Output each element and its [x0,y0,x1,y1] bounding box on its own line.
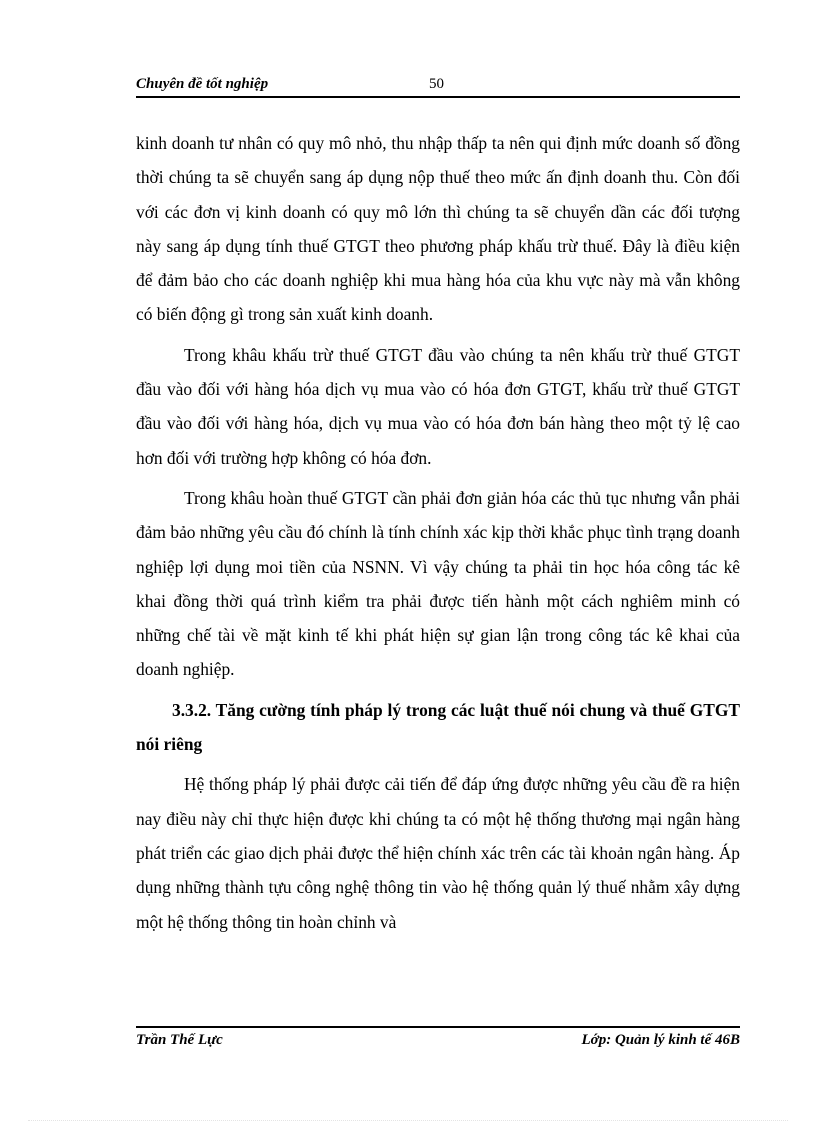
paragraph-vat-refund: Trong khâu hoàn thuế GTGT cần phải đơn giản hóa các thủ tục nhưng vẫn phải đảm bảo những yêu cầu đó chính là tính chính xác kịp thời khắc phục tình trạng doanh nghiệp lợi dụng moi tiền của NSNN. Vì vậy chúng ta phải tin học hóa công tác kê khai đồng thời quá trình kiểm tra phải được tiến hành một cách nghiêm minh có những chế tài về mặt kinh tế khi phát hiện sự gian lận trong công tác kê khai của doanh nghiệp. [136,487,740,680]
page-header [136,76,740,98]
paragraph-input-vat-deduction: Trong khâu khấu trừ thuế GTGT đầu vào chúng ta nên khấu trừ thuế GTGT đầu vào đối với hàng hóa dịch vụ mua vào có hóa đơn GTGT, khấu trừ thuế GTGT đầu vào đối với hàng hóa, dịch vụ mua vào có hóa đơn bán hàng theo một tỷ lệ cao hơn đối với trường hợp không có hóa đơn. [136,344,740,468]
header-title: Chuyên đề tốt nghiệp [136,76,269,92]
section-heading: 3.3.2. Tăng cường tính pháp lý trong các luật thuế nói chung và thuế GTGT nói riêng [136,699,740,755]
body-text [136,126,740,939]
page-footer [136,1026,740,1052]
paragraph-continued: kinh doanh tư nhân có quy mô nhỏ, thu nhập thấp ta nên qui định mức doanh số đồng thời chúng ta sẽ chuyển sang áp dụng nộp thuế theo mức ấn định doanh thu. Còn đối với các đơn vị kinh doanh có quy mô lớn thì chúng ta sẽ chuyển dần các đối tượng này sang áp dụng tính thuế GTGT theo phương pháp khấu trừ thuế. Đây là điều kiện để đảm bảo cho các doanh nghiệp khi mua hàng hóa của khu vực này mà vẫn không có biến động gì trong sản xuất kinh doanh. [136,133,740,325]
page-edge-divider [28,1120,788,1121]
footer-class: Lớp: Quản lý kinh tế 46B [581,1032,740,1048]
page-number: 50 [429,76,444,92]
footer-author: Trần Thế Lực [136,1032,223,1048]
paragraph-legal-system: Hệ thống pháp lý phải được cải tiến để đáp ứng được những yêu cầu đề ra hiện nay điều này chỉ thực hiện được khi chúng ta có một hệ thống thương mại ngân hàng phát triển các giao dịch phải được thể hiện chính xác trên các tài khoản ngân hàng. Áp dụng những thành tựu công nghệ thông tin vào hệ thống quản lý thuế nhằm xây dựng một hệ thống thông tin hoàn chỉnh và [136,774,740,932]
